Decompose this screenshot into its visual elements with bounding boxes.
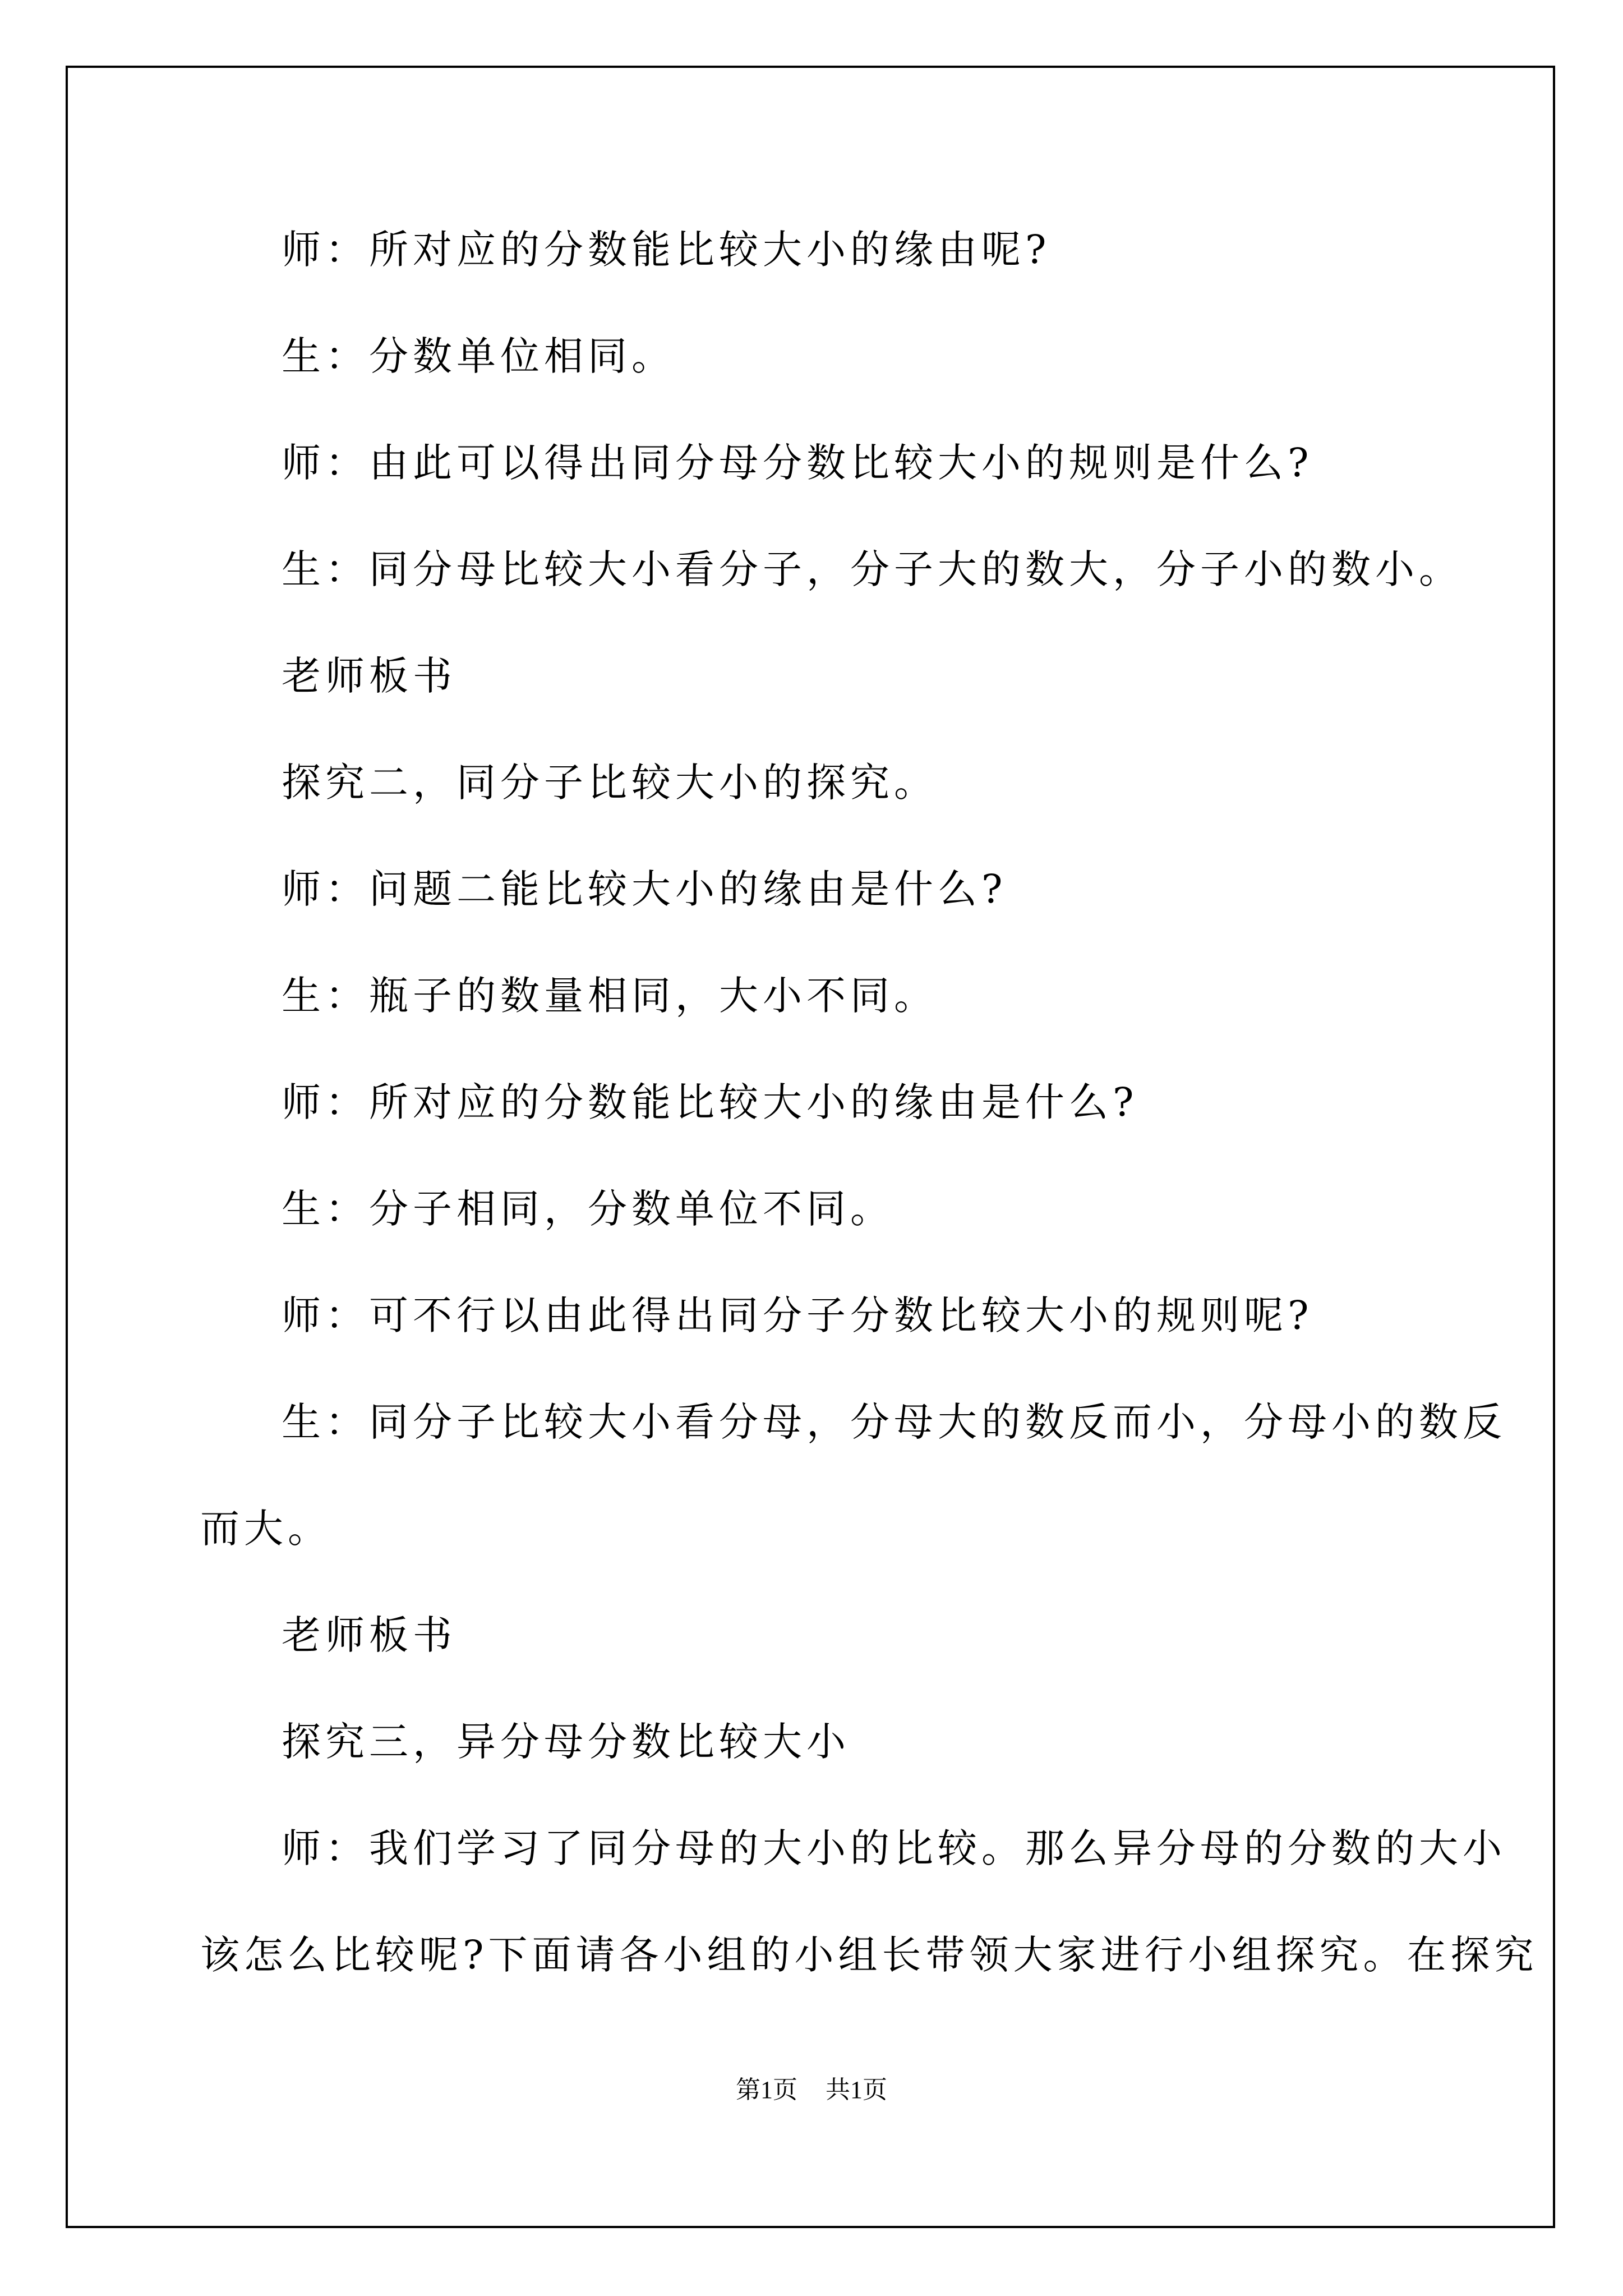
page-number: 第1页	[736, 2076, 797, 2104]
paragraph-line: 师：所对应的分数能比较大小的缘由是什么?	[282, 1079, 1138, 1125]
paragraph-line: 生：瓶子的数量相同，大小不同。	[282, 973, 938, 1019]
paragraph-line: 师：可不行以由此得出同分子分数比较大小的规则呢?	[282, 1292, 1313, 1338]
page-footer	[0, 2073, 1623, 2107]
paragraph-line: 师：所对应的分数能比较大小的缘由呢?	[282, 227, 1051, 273]
paragraph-line: 老师板书	[282, 653, 457, 699]
paragraph-line: 师：由此可以得出同分母分数比较大小的规则是什么?	[282, 440, 1313, 486]
paragraph-line: 师：问题二能比较大小的缘由是什么?	[282, 866, 1007, 912]
paragraph-line: 师：我们学习了同分母的大小的比较。那么异分母的分数的大小	[282, 1825, 1506, 1871]
paragraph-line: 生：同分子比较大小看分母，分母大的数反而小，分母小的数反	[282, 1399, 1506, 1445]
paragraph-line: 生：同分母比较大小看分子，分子大的数大，分子小的数小。	[282, 546, 1463, 592]
page-total: 共1页	[826, 2076, 887, 2104]
paragraph-line: 生：分子相同，分数单位不同。	[282, 1186, 894, 1232]
paragraph-continuation: 而大。	[200, 1506, 331, 1552]
paragraph-line: 生：分数单位相同。	[282, 333, 675, 379]
page-border	[66, 66, 1555, 2228]
paragraph-continuation: 该怎么比较呢?下面请各小组的小组长带领大家进行小组探究。在探究	[200, 1932, 1538, 1978]
paragraph-line: 老师板书	[282, 1612, 457, 1658]
paragraph-line: 探究二，同分子比较大小的探究。	[282, 760, 938, 806]
paragraph-line: 探究三，异分母分数比较大小	[282, 1719, 850, 1765]
